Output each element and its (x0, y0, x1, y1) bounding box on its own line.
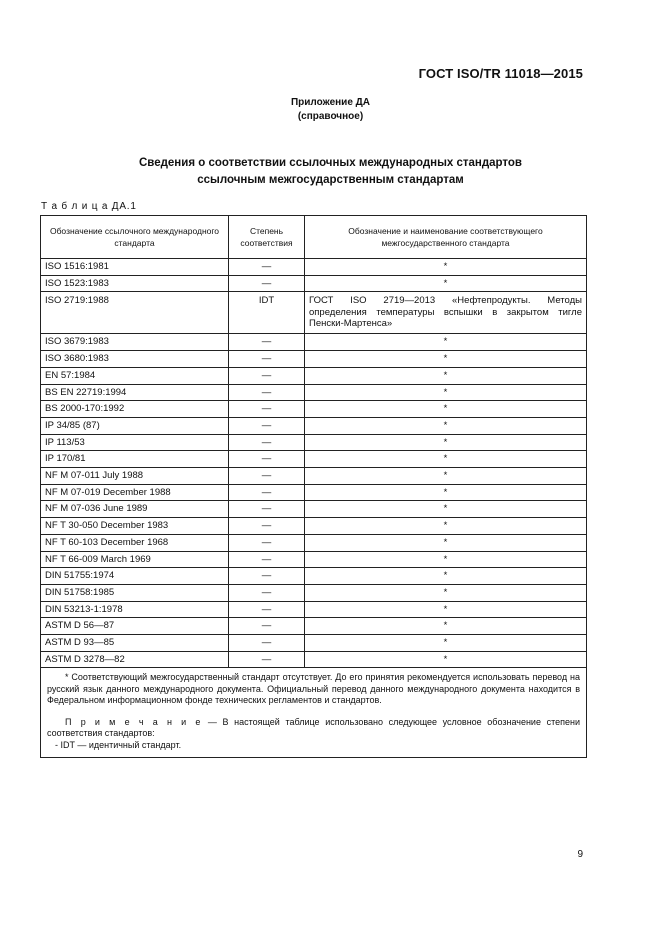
international-standard-code: NF M 07-036 June 1989 (41, 501, 229, 518)
national-standard-designation: * (305, 551, 587, 568)
table-row (41, 601, 587, 618)
degree-of-correspondence: — (229, 484, 305, 501)
table-row (41, 351, 587, 368)
degree-of-correspondence: — (229, 534, 305, 551)
national-standard-designation: * (305, 635, 587, 652)
table-row (41, 384, 587, 401)
degree-of-correspondence: — (229, 601, 305, 618)
header-degree: Степень соответствия (229, 216, 305, 259)
table-row (41, 635, 587, 652)
international-standard-code: IP 170/81 (41, 451, 229, 468)
table-notes (41, 668, 587, 758)
section-heading (0, 155, 661, 189)
international-standard-code: NF T 60-103 December 1968 (41, 534, 229, 551)
international-standard-code: DIN 51758:1985 (41, 584, 229, 601)
degree-of-correspondence: — (229, 334, 305, 351)
national-standard-designation: * (305, 534, 587, 551)
document-code: ГОСТ ISO/TR 11018—2015 (418, 66, 583, 81)
national-standard-designation: * (305, 468, 587, 485)
degree-of-correspondence: — (229, 468, 305, 485)
standards-correspondence-table (40, 215, 587, 758)
appendix-block (0, 96, 661, 124)
appendix-title: Приложение ДА (290, 97, 371, 108)
international-standard-code: ISO 3680:1983 (41, 351, 229, 368)
international-standard-code: ASTM D 93—85 (41, 635, 229, 652)
international-standard-code: DIN 51755:1974 (41, 568, 229, 585)
table-header-row (41, 216, 587, 259)
table-row (41, 275, 587, 292)
degree-of-correspondence: — (229, 275, 305, 292)
degree-of-correspondence: — (229, 417, 305, 434)
national-standard-designation: * (305, 618, 587, 635)
footnote-text: * Соответствующий межгосударственный стандарт отсутствует. До его принятия рекомендуется использовать перевод на русский язык данного международного документа. Официальный перевод данного международного документа находится в Федеральном информационном фонде технических регламентов и стандартов. (47, 672, 580, 706)
degree-of-correspondence: — (229, 351, 305, 368)
national-standard-designation: * (305, 501, 587, 518)
international-standard-code: ISO 1523:1983 (41, 275, 229, 292)
degree-of-correspondence: — (229, 451, 305, 468)
national-standard-designation: * (305, 451, 587, 468)
page-number: 9 (577, 849, 583, 860)
national-standard-designation: * (305, 601, 587, 618)
table-row (41, 434, 587, 451)
international-standard-code: DIN 53213-1:1978 (41, 601, 229, 618)
national-standard-designation: * (305, 334, 587, 351)
table-row (41, 568, 587, 585)
table-row (41, 584, 587, 601)
international-standard-code: NF M 07-019 December 1988 (41, 484, 229, 501)
international-standard-code: NF T 66-009 March 1969 (41, 551, 229, 568)
degree-of-correspondence: — (229, 635, 305, 652)
national-standard-designation: * (305, 259, 587, 276)
table-row (41, 551, 587, 568)
national-standard-designation: * (305, 275, 587, 292)
degree-of-correspondence: IDT (229, 292, 305, 334)
table-row (41, 518, 587, 535)
table-caption: Т а б л и ц а ДА.1 (41, 201, 137, 212)
national-standard-designation: * (305, 568, 587, 585)
international-standard-code: NF T 30-050 December 1983 (41, 518, 229, 535)
international-standard-code: IP 34/85 (87) (41, 417, 229, 434)
international-standard-code: ISO 1516:1981 (41, 259, 229, 276)
international-standard-code: ISO 3679:1983 (41, 334, 229, 351)
degree-of-correspondence: — (229, 367, 305, 384)
table-row (41, 651, 587, 668)
header-international-standard: Обозначение ссылочного международного стандарта (41, 216, 229, 259)
international-standard-code: ASTM D 3278—82 (41, 651, 229, 668)
international-standard-code: NF M 07-011 July 1988 (41, 468, 229, 485)
table-row (41, 534, 587, 551)
national-standard-designation: * (305, 584, 587, 601)
degree-of-correspondence: — (229, 584, 305, 601)
international-standard-code: ISO 2719:1988 (41, 292, 229, 334)
note-text: — В настоящей таблице использовано следующее условное обозначение степени соответствия стандартов: (47, 716, 580, 739)
national-standard-designation: * (305, 434, 587, 451)
degree-of-correspondence: — (229, 568, 305, 585)
table-row (41, 292, 587, 334)
table-row (41, 501, 587, 518)
international-standard-code: EN 57:1984 (41, 367, 229, 384)
degree-of-correspondence: — (229, 501, 305, 518)
degree-of-correspondence: — (229, 401, 305, 418)
international-standard-code: ASTM D 56—87 (41, 618, 229, 635)
national-standard-designation: * (305, 367, 587, 384)
table-row (41, 468, 587, 485)
national-standard-designation: * (305, 518, 587, 535)
table-row (41, 451, 587, 468)
national-standard-designation: * (305, 351, 587, 368)
table-row (41, 417, 587, 434)
international-standard-code: BS 2000-170:1992 (41, 401, 229, 418)
table-row (41, 484, 587, 501)
appendix-subtitle: (справочное) (297, 111, 364, 122)
note-item: - IDT — идентичный стандарт. (55, 739, 182, 750)
degree-of-correspondence: — (229, 434, 305, 451)
international-standard-code: IP 113/53 (41, 434, 229, 451)
note-label: П р и м е ч а н и е (65, 716, 203, 727)
national-standard-designation: * (305, 651, 587, 668)
table-row (41, 401, 587, 418)
national-standard-designation: ГОСТ ISO 2719—2013 «Нефтепродукты. Методы определения температуры вспышки в закрытом тигле Пенски-Мартенса» (305, 292, 587, 334)
degree-of-correspondence: — (229, 551, 305, 568)
table-row (41, 618, 587, 635)
note-paragraph (47, 717, 580, 740)
degree-of-correspondence: — (229, 259, 305, 276)
degree-of-correspondence: — (229, 384, 305, 401)
national-standard-designation: * (305, 384, 587, 401)
table-row (41, 334, 587, 351)
degree-of-correspondence: — (229, 618, 305, 635)
table-notes-row (41, 668, 587, 758)
national-standard-designation: * (305, 417, 587, 434)
header-national-standard: Обозначение и наименование соответствующего межгосударственного стандарта (305, 216, 587, 259)
national-standard-designation: * (305, 484, 587, 501)
international-standard-code: BS EN 22719:1994 (41, 384, 229, 401)
table-row (41, 259, 587, 276)
table-row (41, 367, 587, 384)
heading-line-2: ссылочным межгосударственным стандартам (197, 174, 464, 186)
national-standard-designation: * (305, 401, 587, 418)
degree-of-correspondence: — (229, 518, 305, 535)
degree-of-correspondence: — (229, 651, 305, 668)
heading-line-1: Сведения о соответствии ссылочных международных стандартов (138, 157, 522, 169)
